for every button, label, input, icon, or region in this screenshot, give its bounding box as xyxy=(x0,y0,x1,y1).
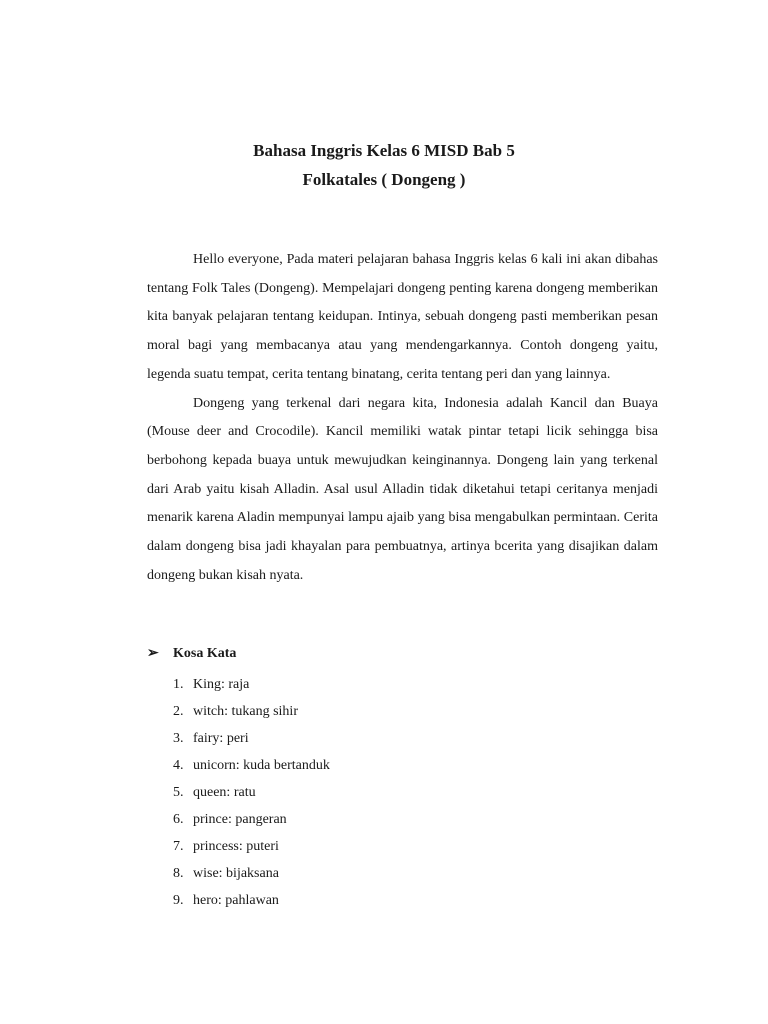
vocab-list xyxy=(173,671,330,914)
list-item-text: queen: ratu xyxy=(193,785,256,800)
document-title: Bahasa Inggris Kelas 6 MISD Bab 5 xyxy=(253,141,515,160)
arrow-bullet-icon: ➢ xyxy=(147,646,159,661)
list-item-number: 7. xyxy=(173,839,184,854)
list-item-number: 2. xyxy=(173,704,184,719)
list-item-text: fairy: peri xyxy=(193,731,249,746)
body-text xyxy=(147,246,658,590)
list-item-text: unicorn: kuda bertanduk xyxy=(193,758,330,773)
document-subtitle: Folkatales ( Dongeng ) xyxy=(302,170,466,189)
list-item-text: hero: pahlawan xyxy=(193,893,279,908)
list-item xyxy=(173,671,330,698)
list-item xyxy=(173,887,330,914)
list-item-text: witch: tukang sihir xyxy=(193,704,298,719)
list-item xyxy=(173,752,330,779)
list-item-text: prince: pangeran xyxy=(193,812,287,827)
vocab-heading xyxy=(147,644,236,664)
list-item-text: princess: puteri xyxy=(193,839,279,854)
list-item-number: 4. xyxy=(173,758,184,773)
paragraph-examples: Dongeng yang terkenal dari negara kita, Indonesia adalah Kancil dan Buaya (Mouse deer and Crocodile). Kancil memiliki watak pintar tetapi licik sehingga bisa berbohong kepada buaya untuk mewujudkan keinginannya. Dongeng lain yang terkenal dari Arab yaitu kisah Alladin. Asal usul Alladin tidak diketahui tetapi ceritanya menjadi menarik karena Aladin mempunyai lampu ajaib yang bisa mengabulkan permintaan. Cerita dalam dongeng bisa jadi khayalan para pembuatnya, artinya bcerita yang disajikan dalam dongeng bukan kisah nyata. xyxy=(147,395,658,583)
list-item xyxy=(173,806,330,833)
vocab-heading-label: Kosa Kata xyxy=(173,646,237,661)
list-item-number: 8. xyxy=(173,866,184,881)
list-item-number: 3. xyxy=(173,731,184,746)
list-item-number: 9. xyxy=(173,893,184,908)
list-item-number: 5. xyxy=(173,785,184,800)
list-item-text: wise: bijaksana xyxy=(193,866,279,881)
list-item xyxy=(173,833,330,860)
list-item-text: King: raja xyxy=(193,677,250,692)
list-item-number: 6. xyxy=(173,812,184,827)
list-item xyxy=(173,725,330,752)
list-item xyxy=(173,779,330,806)
list-item-number: 1. xyxy=(173,677,184,692)
list-item xyxy=(173,860,330,887)
list-item xyxy=(173,698,330,725)
paragraph-intro: Hello everyone, Pada materi pelajaran bahasa Inggris kelas 6 kali ini akan dibahas tentang Folk Tales (Dongeng). Mempelajari dongeng penting karena dongeng memberikan kita banyak pelajaran tentang keidupan. Intinya, sebuah dongeng pasti memberikan pesan moral bagi yang membacanya atau yang mendengarkannya. Contoh dongeng yaitu, legenda suatu tempat, cerita tentang binatang, cerita tentang peri dan yang lainnya. xyxy=(147,252,658,382)
